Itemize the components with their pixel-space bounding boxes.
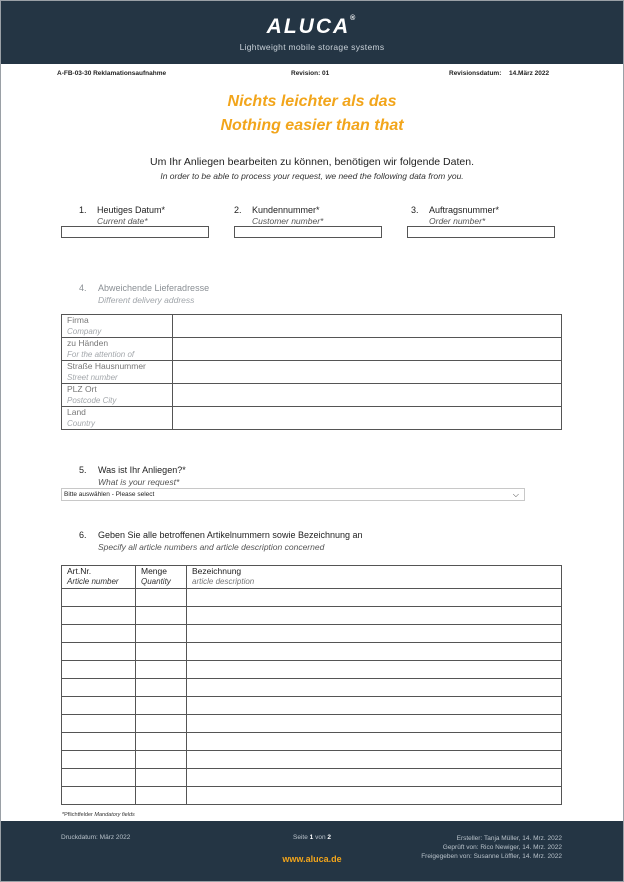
article-row <box>62 679 562 697</box>
request-sublabel: What is your request* <box>98 477 180 487</box>
article-row <box>62 769 562 787</box>
articles-label: Geben Sie alle betroffenen Artikelnummern sowie Bezeichnung an <box>98 530 363 540</box>
field-3-label: Auftragsnummer* <box>429 205 500 215</box>
company-input[interactable] <box>173 315 562 338</box>
description-input[interactable] <box>187 715 562 733</box>
footer <box>1 821 623 881</box>
article-number-input[interactable] <box>62 607 136 625</box>
approval-info <box>421 834 562 861</box>
revision-date: 14.März 2022 <box>509 70 550 77</box>
field-2-label: Kundennummer* <box>252 205 320 215</box>
description-input[interactable] <box>187 769 562 787</box>
field-4-number: 4. <box>79 283 87 293</box>
description-input[interactable] <box>187 607 562 625</box>
field-1-number: 1. <box>79 205 87 215</box>
description-input[interactable] <box>187 661 562 679</box>
quantity-input[interactable] <box>136 751 187 769</box>
created-by: Ersteller: Tanja Müller, 14. Mrz. 2022 <box>456 835 562 842</box>
articles-table <box>61 565 562 805</box>
quantity-input[interactable] <box>136 715 187 733</box>
title-de: Nichts leichter als das <box>227 93 397 110</box>
field-2-number: 2. <box>234 205 242 215</box>
field-3-number: 3. <box>411 205 419 215</box>
article-row <box>62 733 562 751</box>
address-row-attention <box>62 338 562 361</box>
customer-number-input[interactable] <box>234 226 382 238</box>
article-row <box>62 787 562 805</box>
article-row <box>62 589 562 607</box>
order-number-input[interactable] <box>407 226 555 238</box>
field-2-sublabel: Customer number* <box>252 216 324 226</box>
description-input[interactable] <box>187 733 562 751</box>
field-1-label: Heutiges Datum* <box>97 205 166 215</box>
request-select[interactable] <box>61 488 525 501</box>
title-en: Nothing easier than that <box>220 117 404 134</box>
address-row-label: Land Country <box>62 407 173 430</box>
article-number-input[interactable] <box>62 625 136 643</box>
article-row <box>62 625 562 643</box>
page-indicator: Seite 1 von 2 <box>293 834 331 841</box>
country-input[interactable] <box>173 407 562 430</box>
quantity-input[interactable] <box>136 607 187 625</box>
attention-input[interactable] <box>173 338 562 361</box>
address-row-postcode <box>62 384 562 407</box>
article-number-input[interactable] <box>62 697 136 715</box>
quantity-input[interactable] <box>136 625 187 643</box>
field-3-sublabel: Order number* <box>429 216 486 226</box>
address-label: Abweichende Lieferadresse <box>98 283 210 293</box>
article-row <box>62 715 562 733</box>
header-banner <box>1 1 623 64</box>
mandatory-note: *Pflichtfelder Mandatory fields <box>62 812 135 818</box>
quantity-input[interactable] <box>136 643 187 661</box>
article-number-input[interactable] <box>62 715 136 733</box>
field-1-sublabel: Current date* <box>97 216 148 226</box>
description-input[interactable] <box>187 625 562 643</box>
articles-sublabel: Specify all article numbers and article description concerned <box>98 542 325 552</box>
tagline: Lightweight mobile storage systems <box>239 42 385 52</box>
article-number-input[interactable] <box>62 751 136 769</box>
article-row <box>62 751 562 769</box>
print-date: Druckdatum: März 2022 <box>61 834 131 841</box>
article-number-input[interactable] <box>62 769 136 787</box>
article-number-input[interactable] <box>62 661 136 679</box>
header-quantity: Menge Quantity <box>136 566 187 589</box>
website-link[interactable]: www.aluca.de <box>282 854 342 864</box>
field-6-number: 6. <box>79 530 87 540</box>
quantity-input[interactable] <box>136 733 187 751</box>
document-id: A-FB-03-30 Reklamationsaufnahme <box>57 70 167 77</box>
postcode-city-input[interactable] <box>173 384 562 407</box>
description-input[interactable] <box>187 679 562 697</box>
article-number-input[interactable] <box>62 733 136 751</box>
field-5-number: 5. <box>79 465 87 475</box>
quantity-input[interactable] <box>136 679 187 697</box>
quantity-input[interactable] <box>136 787 187 805</box>
intro-de: Um Ihr Anliegen bearbeiten zu können, benötigen wir folgende Daten. <box>150 156 474 168</box>
article-number-input[interactable] <box>62 589 136 607</box>
address-row-label: Straße Hausnummer Street number <box>62 361 173 384</box>
address-row-label: PLZ Ort Postcode City <box>62 384 173 407</box>
article-row <box>62 607 562 625</box>
description-input[interactable] <box>187 751 562 769</box>
quantity-input[interactable] <box>136 661 187 679</box>
revision: Revision: 01 <box>291 70 330 77</box>
quantity-input[interactable] <box>136 697 187 715</box>
quantity-input[interactable] <box>136 769 187 787</box>
article-row <box>62 697 562 715</box>
checked-by: Geprüft von: Rico Newiger, 14. Mrz. 2022 <box>442 844 562 851</box>
article-number-input[interactable] <box>62 787 136 805</box>
header-description: Bezeichnung article description <box>187 566 562 589</box>
address-sublabel: Different delivery address <box>98 295 195 305</box>
address-row-label: Firma Company <box>62 315 173 338</box>
article-number-input[interactable] <box>62 679 136 697</box>
quantity-input[interactable] <box>136 589 187 607</box>
revision-date-label: Revisionsdatum: <box>449 70 502 77</box>
description-input[interactable] <box>187 589 562 607</box>
request-select-value: Bitte auswählen - Please select <box>64 491 155 498</box>
articles-header-row <box>62 566 562 589</box>
description-input[interactable] <box>187 787 562 805</box>
address-row-company <box>62 315 562 338</box>
description-input[interactable] <box>187 697 562 715</box>
aluca-logo: ALUCA® <box>266 15 358 38</box>
request-label: Was ist Ihr Anliegen?* <box>98 465 186 475</box>
article-row <box>62 661 562 679</box>
delivery-address-table <box>61 314 562 430</box>
article-row <box>62 643 562 661</box>
address-row-label: zu Händen For the attention of <box>62 338 173 361</box>
street-input[interactable] <box>173 361 562 384</box>
intro-en: In order to be able to process your request, we need the following data from you. <box>160 171 464 181</box>
current-date-input[interactable] <box>61 226 209 238</box>
address-row-street <box>62 361 562 384</box>
chevron-down-icon: ⌵ <box>512 490 519 499</box>
released-by: Freigegeben von: Susanne Löffler, 14. Mrz. 2022 <box>421 853 562 860</box>
description-input[interactable] <box>187 643 562 661</box>
article-number-input[interactable] <box>62 643 136 661</box>
header-article-number: Art.Nr. Article number <box>62 566 136 589</box>
address-row-country <box>62 407 562 430</box>
